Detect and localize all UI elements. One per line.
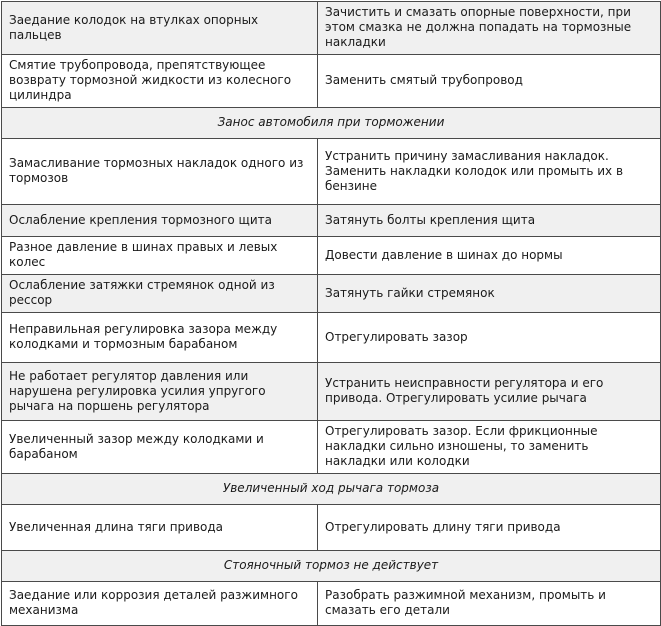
- table-row: [2, 505, 661, 551]
- section-title: Стояночный тормоз не действует: [2, 551, 661, 582]
- table-row: [2, 237, 661, 275]
- section-header-row: [2, 108, 661, 139]
- cause-cell: Заедание колодок на втулках опорных пальцев: [2, 2, 318, 55]
- section-title: Занос автомобиля при торможении: [2, 108, 661, 139]
- remedy-cell: Отрегулировать зазор: [318, 313, 661, 363]
- cause-cell: Ослабление крепления тормозного щита: [2, 205, 318, 237]
- cause-cell: Неправильная регулировка зазора между колодками и тормозным барабаном: [2, 313, 318, 363]
- remedy-cell: Отрегулировать длину тяги привода: [318, 505, 661, 551]
- section-title: Увеличенный ход рычага тормоза: [2, 474, 661, 505]
- table-row: [2, 582, 661, 626]
- remedy-cell: Затянуть болты крепления щита: [318, 205, 661, 237]
- cause-cell: Увеличенная длина тяги привода: [2, 505, 318, 551]
- remedy-cell: Заменить смятый трубопровод: [318, 55, 661, 108]
- table-row: [2, 205, 661, 237]
- table-body: [2, 2, 661, 626]
- table-row: [2, 55, 661, 108]
- remedy-cell: Зачистить и смазать опорные поверхности, при этом смазка не должна попадать на тормозные накладки: [318, 2, 661, 55]
- section-header-row: [2, 551, 661, 582]
- table-row: [2, 363, 661, 421]
- table-row: [2, 275, 661, 313]
- cause-cell: Заедание или коррозия деталей разжимного механизма: [2, 582, 318, 626]
- troubleshooting-table: [1, 1, 661, 626]
- remedy-cell: Отрегулировать зазор. Если фрикционные накладки сильно изношены, то заменить накладки или колодки: [318, 421, 661, 474]
- cause-cell: Не работает регулятор давления или нарушена регулировка усилия упругого рычага на поршень регулятора: [2, 363, 318, 421]
- table-row: [2, 139, 661, 205]
- remedy-cell: Устранить неисправности регулятора и его привода. Отрегулировать усилие рычага: [318, 363, 661, 421]
- remedy-cell: Довести давление в шинах до нормы: [318, 237, 661, 275]
- remedy-cell: Разобрать разжимной механизм, промыть и смазать его детали: [318, 582, 661, 626]
- remedy-cell: Устранить причину замасливания накладок. Заменить накладки колодок или промыть их в бензине: [318, 139, 661, 205]
- cause-cell: Разное давление в шинах правых и левых колес: [2, 237, 318, 275]
- section-header-row: [2, 474, 661, 505]
- cause-cell: Увеличенный зазор между колодками и барабаном: [2, 421, 318, 474]
- cause-cell: Смятие трубопровода, препятствующее возврату тормозной жидкости из колесного цилиндра: [2, 55, 318, 108]
- remedy-cell: Затянуть гайки стремянок: [318, 275, 661, 313]
- table-row: [2, 2, 661, 55]
- cause-cell: Ослабление затяжки стремянок одной из рессор: [2, 275, 318, 313]
- table-row: [2, 421, 661, 474]
- table-row: [2, 313, 661, 363]
- cause-cell: Замасливание тормозных накладок одного из тормозов: [2, 139, 318, 205]
